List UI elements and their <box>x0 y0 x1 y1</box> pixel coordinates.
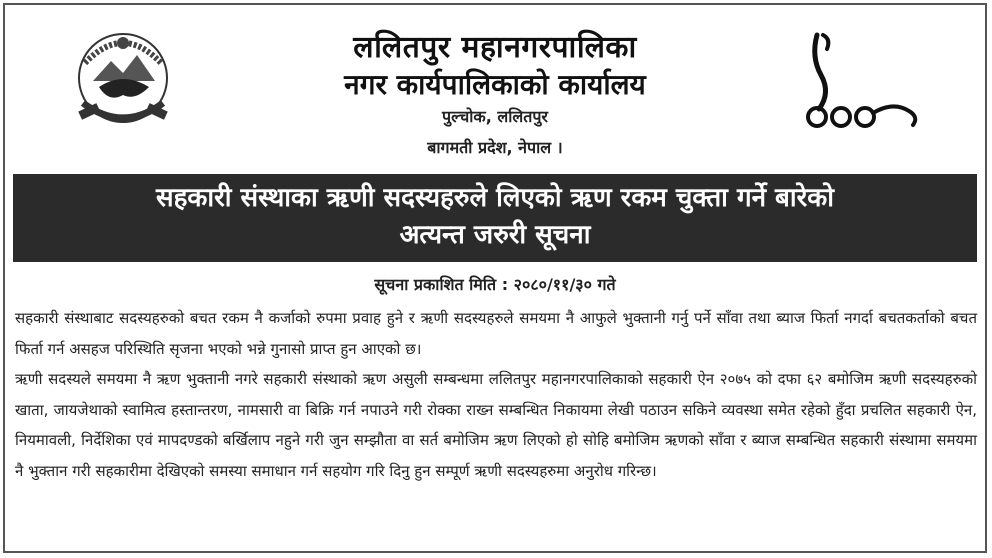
notice-title-banner <box>13 174 977 262</box>
municipality-mark-icon <box>797 27 927 132</box>
notice-body <box>15 303 977 486</box>
office-province: बागमती प्रदेश, नेपाल । <box>427 138 563 157</box>
notice-frame <box>3 3 987 553</box>
office-address: पुल्चोक, ललितपुर <box>442 107 548 126</box>
notice-title-line2: अत्यन्त जरुरी सूचना <box>399 220 591 250</box>
notice-header <box>5 5 985 167</box>
notice-title-line1: सहकारी संस्थाका ऋणी सदस्यहरुले लिएको ऋण रकम चुक्ता गर्ने बारेको <box>156 183 834 213</box>
notice-paragraph-2: ऋणी सदस्यले समयमा नै ऋण भुक्तानी नगरे सहकारी संस्थाको ऋण असुली सम्बन्धमा ललितपुर महानगरपालिकाको सहकारी ऐन २०७५ को दफा ६२ बमोजिम ऋणी सदस्यहरुको खाता, जायजेथाको स्वामित्व हस्तान्तरण, नामसारी वा बिक्रि गर्न नपाउने गरी रोक्का राख्न सम्बन्धित निकायमा लेखी पठाउन सकिने व्यवस्था समेत रहेको हुँदा प्रचलित सहकारी ऐन, नियमावली, निर्देशिका एवं मापदण्डको बर्खिलाप नहुने गरी जुन सम्झौता वा सर्त बमोजिम ऋण लिएको हो सोहि बमोजिम ऋणको साँवा र ब्याज सम्बन्धित सहकारी संस्थामा समयमा नै भुक्तान गरी सहकारीमा देखिएको समस्या समाधान गर्न सहयोग गरि दिनु हुन सम्पूर्ण ऋणी सदस्यहरुमा अनुरोध गरिन्छ। <box>15 370 977 480</box>
publication-date: सूचना प्रकाशित मिति : २०८०/११/३० गते <box>374 275 616 294</box>
organization-name: ललितपुर महानगरपालिका <box>353 30 637 65</box>
office-name: नगर कार्यपालिकाको कार्यालय <box>344 68 646 101</box>
notice-paragraph-1: सहकारी संस्थाबाट सदस्यहरुको बचत रकम नै कर्जाको रुपमा प्रवाह हुने र ऋणी सदस्यहरुले समयमा नै आफुले भुक्तानी गर्नु पर्ने साँवा तथा ब्याज फिर्ता नगर्दा बचतकर्ताको बचत फिर्ता गर्न असहज परिस्थिति सृजना भएको भन्ने गुनासो प्राप्त हुन आएको छ। <box>15 309 977 358</box>
